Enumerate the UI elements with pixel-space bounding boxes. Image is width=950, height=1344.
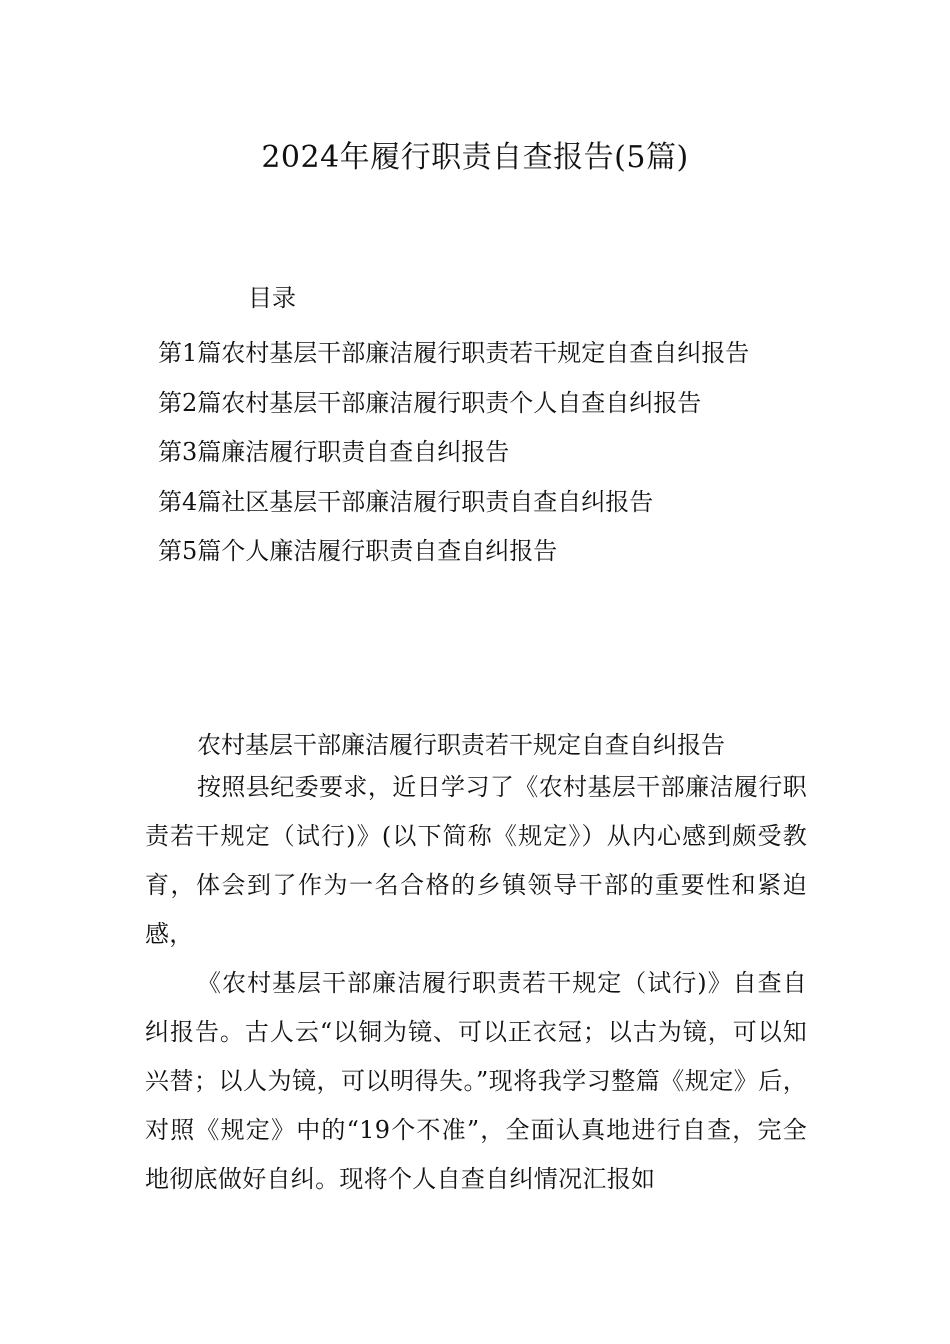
toc-item-2: 第2篇农村基层干部廉洁履行职责个人自查自纠报告: [158, 388, 702, 417]
article-paragraph-1: 按照县纪委要求，近日学习了《农村基层干部廉洁履行职责若干规定（试行)》(以下简称《规定》）从内心感到颇受教育，体会到了作为一名合格的乡镇领导干部的重要性和紧迫感，: [145, 773, 807, 948]
article-body: [145, 728, 807, 1204]
toc-item-5: 第5篇个人廉洁履行职责自查自纠报告: [158, 537, 558, 565]
article-paragraph-2: 《农村基层干部廉洁履行职责若干规定（试行)》自查自纠报告。古人云“以铜为镜、可以正衣冠；以古为镜，可以知兴替；以人为镜，可以明得失。”现将我学习整篇《规定》后，对照《规定》中的“19个不准”，全面认真地进行自查，完全地彻底做好自纠。现将个人自查自纠情况汇报如: [145, 969, 807, 1193]
toc-heading: 目录: [248, 284, 296, 312]
article-title: 农村基层干部廉洁履行职责若干规定自查自纠报告: [197, 731, 725, 759]
toc-item-3: 第3篇廉洁履行职责自查自纠报告: [158, 438, 510, 466]
toc-item-1: 第1篇农村基层干部廉洁履行职责若干规定自查自纠报告: [158, 339, 750, 367]
document-title: 2024年履行职责自查报告(5篇): [261, 140, 689, 175]
toc-item-4: 第4篇社区基层干部廉洁履行职责自查自纠报告: [158, 487, 654, 516]
table-of-contents: [158, 329, 749, 577]
